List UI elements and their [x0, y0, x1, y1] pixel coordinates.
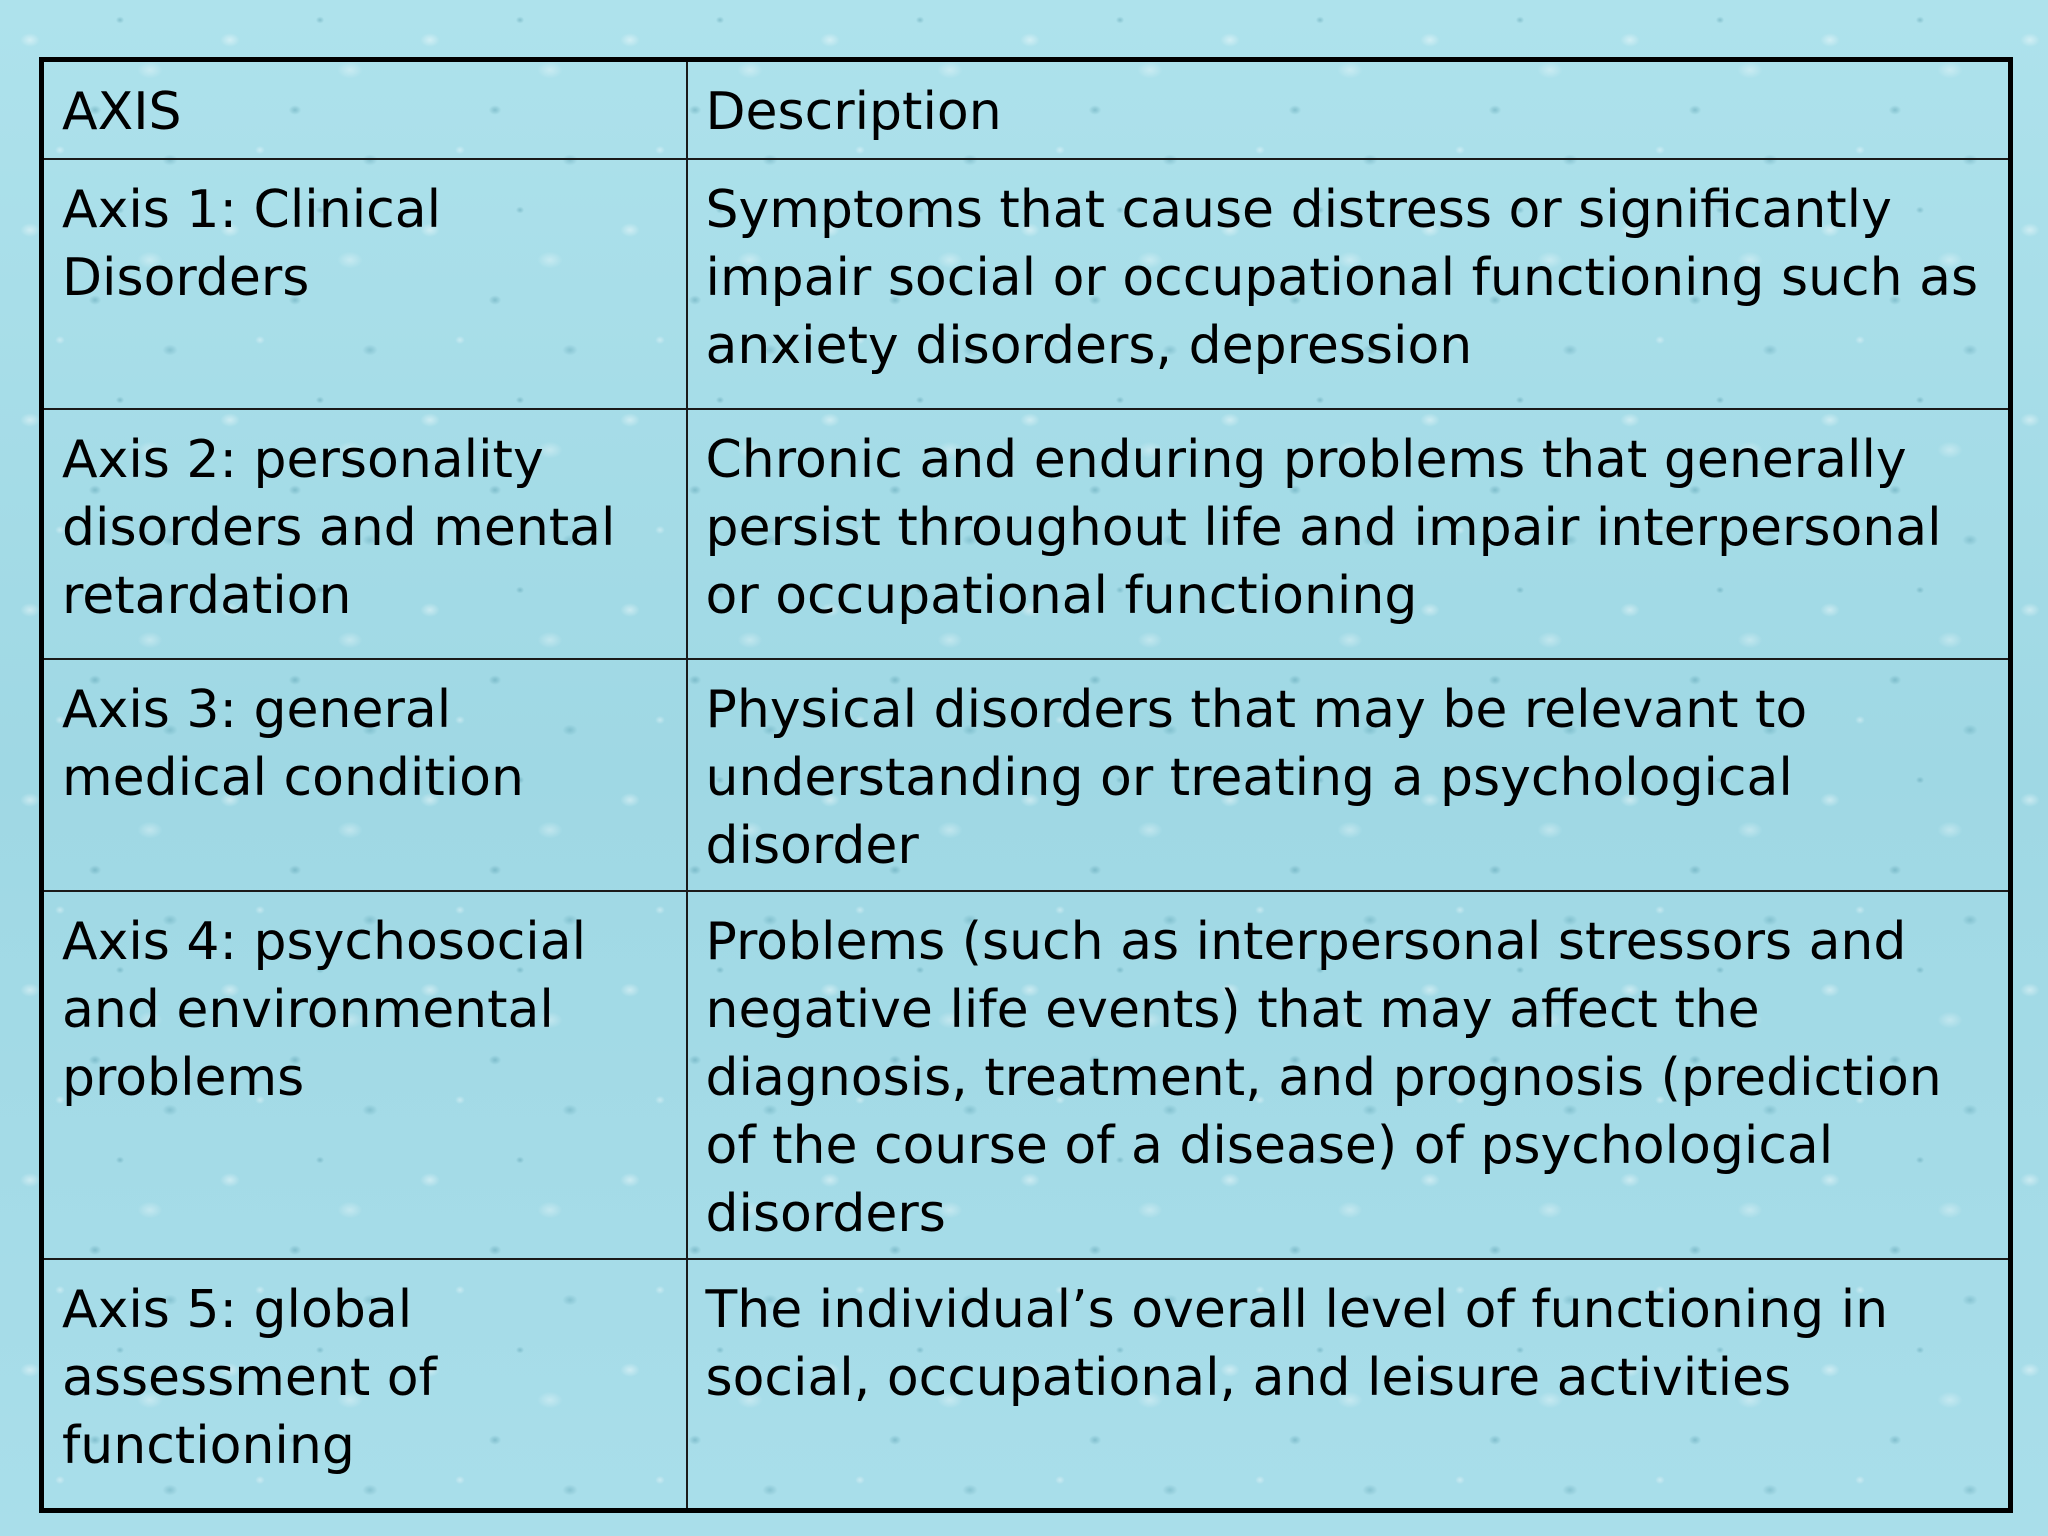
table-row: [42, 659, 2011, 891]
table-header-row: [42, 60, 2011, 159]
axis-cell: Axis 2: personality disorders and mental retardation: [42, 409, 687, 659]
description-cell: Problems (such as interpersonal stressors and negative life events) that may affect the diagnosis, treatment, and prognosis (prediction of the course of a disease) of psychological disorders: [687, 891, 2011, 1259]
description-cell: Physical disorders that may be relevant to understanding or treating a psychological disorder: [687, 659, 2011, 891]
description-cell: Symptoms that cause distress or significantly impair social or occupational functioning such as anxiety disorders, depression: [687, 159, 2011, 409]
table-row: [42, 891, 2011, 1259]
axis-cell: Axis 1: Clinical Disorders: [42, 159, 687, 409]
header-axis-cell: AXIS: [42, 60, 687, 159]
table-row: [42, 409, 2011, 659]
axis-table: [39, 57, 2013, 1513]
axis-cell: Axis 5: global assessment of functioning: [42, 1259, 687, 1511]
description-cell: The individual’s overall level of functioning in social, occupational, and leisure activities: [687, 1259, 2011, 1511]
axis-cell: Axis 4: psychosocial and environmental problems: [42, 891, 687, 1259]
table-row: [42, 159, 2011, 409]
description-cell: Chronic and enduring problems that generally persist throughout life and impair interpersonal or occupational functioning: [687, 409, 2011, 659]
header-description-cell: Description: [687, 60, 2011, 159]
table-row: [42, 1259, 2011, 1511]
axis-cell: Axis 3: general medical condition: [42, 659, 687, 891]
